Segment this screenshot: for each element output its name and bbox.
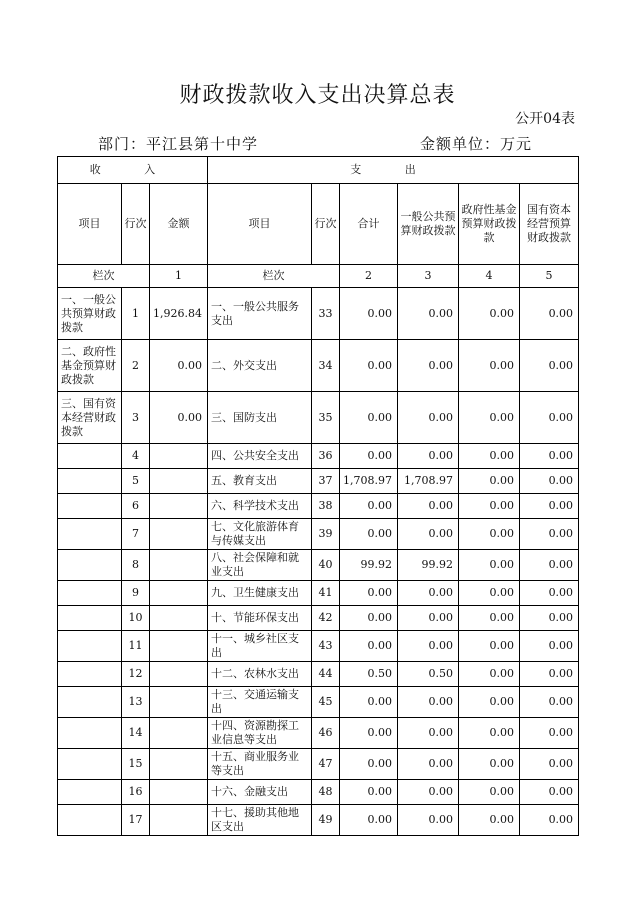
cell-in-line: 13 (122, 687, 150, 718)
cell-in-line: 16 (122, 780, 150, 805)
cell-in-line: 5 (122, 469, 150, 494)
page-title: 财政拨款收入支出决算总表 (179, 83, 456, 108)
cell-out-item: 二、外交支出 (208, 340, 312, 392)
cell-out-line: 36 (312, 444, 340, 469)
cell-out-item: 三、国防支出 (208, 392, 312, 444)
cell-general: 0.00 (398, 805, 459, 836)
cell-in-amount: 0.00 (150, 340, 208, 392)
cell-total: 0.00 (340, 519, 398, 550)
cell-general: 0.00 (398, 718, 459, 749)
cell-general: 0.00 (398, 631, 459, 662)
cell-in-item (58, 662, 122, 687)
cell-state: 0.00 (520, 550, 579, 581)
cell-total: 1,708.97 (340, 469, 398, 494)
cell-total: 0.00 (340, 340, 398, 392)
cell-in-amount (150, 749, 208, 780)
cell-total: 0.00 (340, 606, 398, 631)
cell-out-line: 47 (312, 749, 340, 780)
cell-general: 0.00 (398, 392, 459, 444)
cell-in-line: 15 (122, 749, 150, 780)
cell-in-amount (150, 581, 208, 606)
index-4: 4 (459, 265, 520, 288)
cell-in-item (58, 550, 122, 581)
table-row (58, 444, 579, 469)
table-row (58, 718, 579, 749)
col-header-item: 项目 (58, 184, 122, 265)
cell-out-line: 44 (312, 662, 340, 687)
cell-in-item (58, 805, 122, 836)
cell-in-amount (150, 494, 208, 519)
cell-in-line: 8 (122, 550, 150, 581)
cell-out-item: 十四、资源勘探工业信息等支出 (208, 718, 312, 749)
cell-fund: 0.00 (459, 444, 520, 469)
cell-out-line: 49 (312, 805, 340, 836)
cell-in-item (58, 749, 122, 780)
cell-fund: 0.00 (459, 288, 520, 340)
expense-section-header: 支 出 (208, 157, 579, 184)
table-row (58, 494, 579, 519)
index-3: 3 (398, 265, 459, 288)
cell-out-item: 十、节能环保支出 (208, 606, 312, 631)
index-label-expense: 栏次 (208, 265, 340, 288)
cell-in-amount (150, 631, 208, 662)
cell-general: 0.00 (398, 340, 459, 392)
cell-in-line: 6 (122, 494, 150, 519)
cell-state: 0.00 (520, 749, 579, 780)
table-row (58, 805, 579, 836)
cell-general: 0.00 (398, 687, 459, 718)
cell-out-item: 一、一般公共服务支出 (208, 288, 312, 340)
cell-in-amount (150, 519, 208, 550)
cell-in-line: 10 (122, 606, 150, 631)
index-label-income: 栏次 (58, 265, 150, 288)
cell-in-line: 9 (122, 581, 150, 606)
department-label: 部门：平江县第十中学 (98, 135, 259, 153)
col-header-line: 行次 (122, 184, 150, 265)
cell-state: 0.00 (520, 519, 579, 550)
cell-fund: 0.00 (459, 550, 520, 581)
cell-in-item (58, 581, 122, 606)
cell-general: 0.00 (398, 444, 459, 469)
cell-fund: 0.00 (459, 687, 520, 718)
cell-out-item: 七、文化旅游体育与传媒支出 (208, 519, 312, 550)
index-2: 2 (340, 265, 398, 288)
cell-out-line: 35 (312, 392, 340, 444)
cell-in-line: 3 (122, 392, 150, 444)
cell-state: 0.00 (520, 631, 579, 662)
cell-out-line: 33 (312, 288, 340, 340)
cell-out-line: 46 (312, 718, 340, 749)
cell-in-line: 11 (122, 631, 150, 662)
cell-fund: 0.00 (459, 749, 520, 780)
cell-fund: 0.00 (459, 780, 520, 805)
table-row (58, 780, 579, 805)
cell-state: 0.00 (520, 780, 579, 805)
cell-fund: 0.00 (459, 631, 520, 662)
cell-in-item (58, 631, 122, 662)
form-code: 公开04表 (515, 111, 575, 127)
col-header-fund: 政府性基金预算财政拨款 (459, 184, 520, 265)
table-row (58, 662, 579, 687)
cell-state: 0.00 (520, 340, 579, 392)
cell-fund: 0.00 (459, 606, 520, 631)
cell-general: 99.92 (398, 550, 459, 581)
col-header-state: 国有资本经营预算财政拨款 (520, 184, 579, 265)
index-1: 1 (150, 265, 208, 288)
cell-out-line: 45 (312, 687, 340, 718)
table-row (58, 687, 579, 718)
cell-general: 1,708.97 (398, 469, 459, 494)
cell-fund: 0.00 (459, 519, 520, 550)
cell-in-line: 14 (122, 718, 150, 749)
table-row (58, 340, 579, 392)
col-header-amount: 金额 (150, 184, 208, 265)
cell-in-item: 一、一般公共预算财政拨款 (58, 288, 122, 340)
cell-in-item (58, 519, 122, 550)
cell-in-item (58, 469, 122, 494)
cell-state: 0.00 (520, 288, 579, 340)
cell-in-amount (150, 469, 208, 494)
cell-general: 0.50 (398, 662, 459, 687)
cell-general: 0.00 (398, 606, 459, 631)
cell-general: 0.00 (398, 494, 459, 519)
cell-state: 0.00 (520, 662, 579, 687)
cell-out-item: 八、社会保障和就业支出 (208, 550, 312, 581)
cell-general: 0.00 (398, 288, 459, 340)
cell-state: 0.00 (520, 805, 579, 836)
cell-state: 0.00 (520, 392, 579, 444)
table-row (58, 581, 579, 606)
cell-general: 0.00 (398, 519, 459, 550)
cell-out-item: 四、公共安全支出 (208, 444, 312, 469)
cell-fund: 0.00 (459, 718, 520, 749)
cell-fund: 0.00 (459, 340, 520, 392)
cell-out-item: 六、科学技术支出 (208, 494, 312, 519)
income-section-header: 收 入 (58, 157, 208, 184)
cell-in-line: 4 (122, 444, 150, 469)
cell-general: 0.00 (398, 780, 459, 805)
cell-total: 0.00 (340, 718, 398, 749)
table-row (58, 392, 579, 444)
cell-out-item: 十六、金融支出 (208, 780, 312, 805)
cell-in-line: 1 (122, 288, 150, 340)
cell-out-item: 十二、农林水支出 (208, 662, 312, 687)
cell-in-amount: 0.00 (150, 392, 208, 444)
cell-out-line: 43 (312, 631, 340, 662)
cell-total: 0.00 (340, 780, 398, 805)
cell-out-item: 五、教育支出 (208, 469, 312, 494)
cell-out-line: 40 (312, 550, 340, 581)
cell-state: 0.00 (520, 687, 579, 718)
cell-state: 0.00 (520, 494, 579, 519)
cell-in-amount (150, 606, 208, 631)
col-header-line2: 行次 (312, 184, 340, 265)
cell-state: 0.00 (520, 444, 579, 469)
cell-fund: 0.00 (459, 392, 520, 444)
cell-out-line: 39 (312, 519, 340, 550)
cell-in-amount (150, 718, 208, 749)
cell-out-item: 九、卫生健康支出 (208, 581, 312, 606)
cell-out-item: 十七、援助其他地区支出 (208, 805, 312, 836)
cell-total: 0.00 (340, 288, 398, 340)
cell-in-item (58, 444, 122, 469)
cell-out-line: 42 (312, 606, 340, 631)
cell-in-line: 7 (122, 519, 150, 550)
cell-total: 0.00 (340, 494, 398, 519)
cell-in-amount (150, 805, 208, 836)
cell-total: 99.92 (340, 550, 398, 581)
budget-table (57, 156, 579, 836)
cell-fund: 0.00 (459, 581, 520, 606)
cell-total: 0.50 (340, 662, 398, 687)
unit-label: 金额单位：万元 (420, 135, 533, 153)
cell-fund: 0.00 (459, 805, 520, 836)
index-5: 5 (520, 265, 579, 288)
cell-out-line: 48 (312, 780, 340, 805)
cell-fund: 0.00 (459, 469, 520, 494)
col-header-general: 一般公共预算财政拨款 (398, 184, 459, 265)
cell-total: 0.00 (340, 805, 398, 836)
cell-total: 0.00 (340, 444, 398, 469)
cell-in-item (58, 687, 122, 718)
cell-in-amount (150, 780, 208, 805)
cell-fund: 0.00 (459, 494, 520, 519)
table-row (58, 749, 579, 780)
cell-in-item: 二、政府性基金预算财政拨款 (58, 340, 122, 392)
cell-out-line: 37 (312, 469, 340, 494)
cell-out-item: 十五、商业服务业等支出 (208, 749, 312, 780)
cell-total: 0.00 (340, 749, 398, 780)
cell-in-item (58, 780, 122, 805)
col-header-total: 合计 (340, 184, 398, 265)
table-row (58, 631, 579, 662)
cell-in-amount: 1,926.84 (150, 288, 208, 340)
cell-in-item: 三、国有资本经营财政拨款 (58, 392, 122, 444)
cell-state: 0.00 (520, 718, 579, 749)
cell-out-item: 十三、交通运输支出 (208, 687, 312, 718)
cell-out-line: 34 (312, 340, 340, 392)
table-row (58, 550, 579, 581)
cell-out-item: 十一、城乡社区支出 (208, 631, 312, 662)
cell-general: 0.00 (398, 581, 459, 606)
cell-in-item (58, 494, 122, 519)
cell-fund: 0.00 (459, 662, 520, 687)
table-row (58, 606, 579, 631)
cell-total: 0.00 (340, 631, 398, 662)
cell-in-item (58, 606, 122, 631)
cell-state: 0.00 (520, 469, 579, 494)
table-row (58, 519, 579, 550)
cell-total: 0.00 (340, 392, 398, 444)
table-row (58, 469, 579, 494)
cell-out-line: 38 (312, 494, 340, 519)
cell-in-amount (150, 444, 208, 469)
cell-in-amount (150, 662, 208, 687)
cell-state: 0.00 (520, 581, 579, 606)
cell-general: 0.00 (398, 749, 459, 780)
cell-out-line: 41 (312, 581, 340, 606)
cell-in-item (58, 718, 122, 749)
cell-in-amount (150, 687, 208, 718)
cell-state: 0.00 (520, 606, 579, 631)
cell-in-line: 2 (122, 340, 150, 392)
cell-total: 0.00 (340, 581, 398, 606)
cell-in-line: 17 (122, 805, 150, 836)
table-row (58, 288, 579, 340)
cell-in-amount (150, 550, 208, 581)
cell-total: 0.00 (340, 687, 398, 718)
col-header-item2: 项目 (208, 184, 312, 265)
cell-in-line: 12 (122, 662, 150, 687)
